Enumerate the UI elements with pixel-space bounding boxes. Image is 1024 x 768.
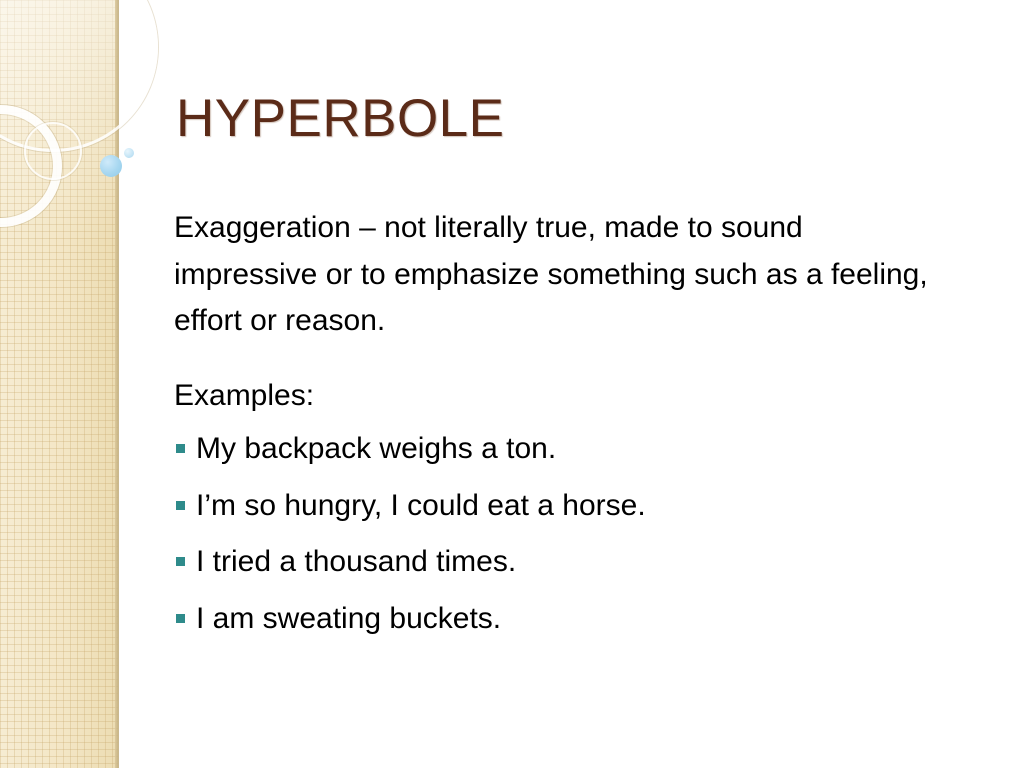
slide-title: HYPERBOLE bbox=[176, 89, 505, 148]
definition-paragraph: Exaggeration – not literally true, made to sound impressive or to emphasize something such as a feeling, effort or reason. bbox=[174, 211, 928, 337]
list-item-label: I am sweating buckets. bbox=[196, 601, 502, 635]
list-item bbox=[174, 482, 964, 531]
examples-list bbox=[174, 425, 964, 643]
list-item bbox=[174, 425, 964, 474]
decorative-circle-small-icon bbox=[24, 122, 82, 180]
examples-label: Examples: bbox=[174, 378, 315, 412]
square-bullet-icon bbox=[176, 614, 185, 623]
decorative-blue-dot-large-icon bbox=[100, 155, 122, 177]
square-bullet-icon bbox=[176, 501, 185, 510]
list-item-label: My backpack weighs a ton. bbox=[196, 432, 557, 465]
list-item bbox=[174, 538, 964, 587]
decorative-blue-dot-small-icon bbox=[124, 148, 134, 158]
list-item-label: I tried a thousand times. bbox=[196, 545, 517, 579]
square-bullet-icon bbox=[176, 444, 185, 453]
slide-body bbox=[174, 205, 964, 651]
list-item bbox=[174, 595, 964, 644]
square-bullet-icon bbox=[176, 557, 185, 566]
slide-content bbox=[168, 0, 978, 768]
list-item-label: I’m so hungry, I could eat a horse. bbox=[196, 488, 646, 522]
